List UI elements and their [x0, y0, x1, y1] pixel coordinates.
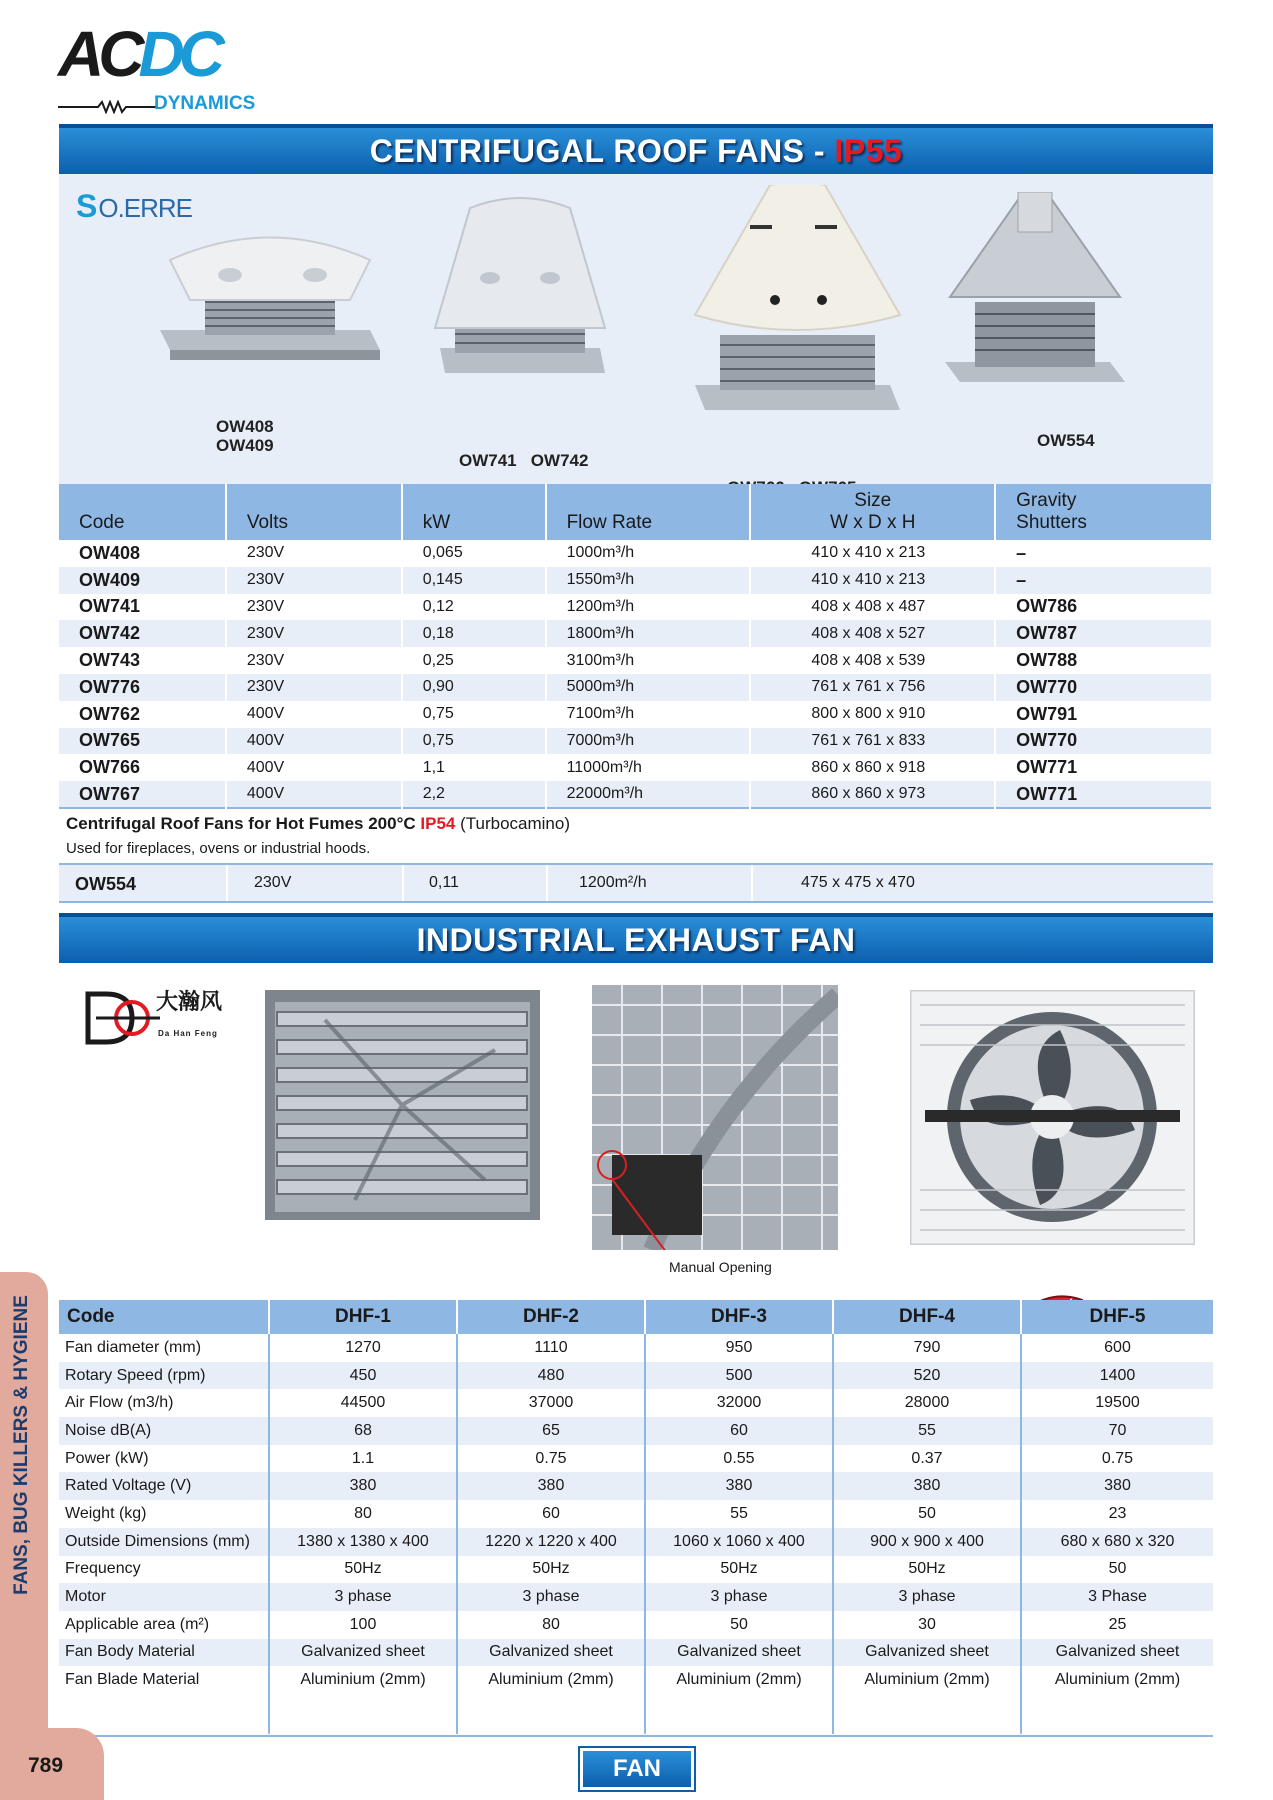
header-gravity: Gravity Shutters — [995, 484, 1212, 540]
logo-subtitle: DYNAMICS — [154, 93, 256, 114]
section-title: INDUSTRIAL EXHAUST FAN — [416, 922, 856, 958]
logo-letters: ACDC — [58, 18, 219, 90]
ow554-size: 475 x 475 x 470 — [801, 874, 915, 891]
page-number: 789 — [28, 1754, 64, 1777]
header-code: Code — [59, 1300, 269, 1334]
table-row: OW742 230V 0,18 1800m³/h 408 x 408 x 527 OW787 — [59, 620, 1212, 647]
header-kw: kW — [402, 484, 546, 540]
table-row: Rotary Speed (rpm) 450 480 500 520 1400 — [59, 1362, 1213, 1390]
table-row-spacer — [59, 1694, 1213, 1734]
table-row: OW741 230V 0,12 1200m³/h 408 x 408 x 487 OW786 — [59, 594, 1212, 621]
ow554-code: OW554 — [75, 874, 137, 894]
oerre-brand-logo: SO.ERRE — [76, 188, 193, 224]
table-row: Noise dB(A) 68 65 60 55 70 — [59, 1417, 1213, 1445]
table-row: OW762 400V 0,75 7100m³/h 800 x 800 x 910 OW791 — [59, 701, 1212, 728]
table-row: Air Flow (m3/h) 44500 37000 32000 28000 19500 — [59, 1389, 1213, 1417]
table-row: OW767 400V 2,2 22000m³/h 860 x 860 x 973 OW771 — [59, 781, 1212, 808]
table-row: Rated Voltage (V) 380 380 380 380 380 — [59, 1472, 1213, 1500]
acdc-logo — [58, 18, 268, 114]
table-row: OW765 400V 0,75 7000m³/h 761 x 761 x 833 OW770 — [59, 728, 1212, 755]
product-label-2: OW741 OW742 — [459, 451, 589, 470]
table-row: Outside Dimensions (mm) 1380 x 1380 x 400 1220 x 1220 x 400 1060 x 1060 x 400 900 x 900 x 400 680 x 680 x 320 — [59, 1528, 1213, 1556]
table-row: Fan Body Material Galvanized sheet Galvanized sheet Galvanized sheet Galvanized sheet Galvanized sheet — [59, 1639, 1213, 1667]
table-row: Fan diameter (mm) 1270 1110 950 790 600 — [59, 1334, 1213, 1362]
ow554-volts: 230V — [254, 874, 292, 891]
header-dhf4: DHF-4 — [833, 1300, 1021, 1334]
side-category-label: FANS, BUG KILLERS & HYGIENE — [11, 1295, 32, 1595]
header-dhf3: DHF-3 — [645, 1300, 833, 1334]
header-volts: Volts — [226, 484, 402, 540]
roof-fan-ow741-image — [430, 188, 610, 388]
section-banner-exhaust-fan — [59, 913, 1213, 963]
roof-fan-ow766-image — [690, 185, 905, 420]
table-row: Fan Blade Material Aluminium (2mm) Aluminium (2mm) Aluminium (2mm) Aluminium (2mm) Aluminium (2mm) — [59, 1666, 1213, 1694]
table-row: OW409 230V 0,145 1550m³/h 410 x 410 x 213 – — [59, 567, 1212, 594]
header-size: Size W x D x H — [750, 484, 995, 540]
dhf-symbol-icon — [84, 990, 164, 1046]
table-row: Frequency 50Hz 50Hz 50Hz 50Hz 50 — [59, 1556, 1213, 1584]
exhaust-fan-table — [59, 1300, 1213, 1734]
header-code: Code — [59, 484, 226, 540]
roof-fans-table — [59, 484, 1213, 809]
exhaust-fan-dhf5-image — [910, 990, 1195, 1245]
footer-fan-tab: FAN — [580, 1748, 694, 1790]
hot-fumes-subtitle: Used for fireplaces, ovens or industrial hoods. — [66, 840, 371, 857]
table-header-row — [59, 1300, 1213, 1334]
table-bottom-rule — [59, 1735, 1213, 1737]
table-row: Applicable area (m²) 100 80 50 30 25 — [59, 1611, 1213, 1639]
table-row: Weight (kg) 80 60 55 50 23 — [59, 1500, 1213, 1528]
header-dhf1: DHF-1 — [269, 1300, 457, 1334]
table-header-row — [59, 484, 1212, 540]
section-title: CENTRIFUGAL ROOF FANS - IP55 — [369, 133, 903, 169]
hot-fumes-title: Centrifugal Roof Fans for Hot Fumes 200°C IP54 (Turbocamino) — [66, 814, 571, 833]
roof-fan-ow408-image — [150, 210, 390, 380]
product-label-1: OW408 OW409 — [216, 417, 274, 455]
product-label-4: OW554 — [1037, 431, 1095, 450]
table-row: OW743 230V 0,25 3100m³/h 408 x 408 x 539 OW788 — [59, 647, 1212, 674]
table-row: Power (kW) 1.1 0.75 0.55 0.37 0.75 — [59, 1445, 1213, 1473]
exhaust-fan-louver-image — [265, 990, 540, 1220]
exhaust-fan-manual-opening-image — [592, 985, 838, 1250]
table-row: OW766 400V 1,1 11000m³/h 860 x 860 x 918 OW771 — [59, 754, 1212, 781]
section-banner-roof-fans — [59, 124, 1213, 174]
logo-wave-icon — [58, 100, 158, 114]
header-dhf2: DHF-2 — [457, 1300, 645, 1334]
table-row: OW408 230V 0,065 1000m³/h 410 x 410 x 213 – — [59, 540, 1212, 567]
dahanfeng-brand-logo: 大瀚风 Da Han Feng — [84, 990, 234, 1050]
header-flow: Flow Rate — [546, 484, 751, 540]
manual-opening-label: Manual Opening — [669, 1259, 772, 1275]
ow554-kw: 0,11 — [429, 874, 459, 891]
roof-fan-ow554-image — [940, 192, 1130, 392]
ow554-flow: 1200m²/h — [579, 874, 647, 891]
header-dhf5: DHF-5 — [1021, 1300, 1213, 1334]
table-row: Motor 3 phase 3 phase 3 phase 3 phase 3 Phase — [59, 1583, 1213, 1611]
ow554-row — [59, 863, 1213, 903]
table-row: OW776 230V 0,90 5000m³/h 761 x 761 x 756 OW770 — [59, 674, 1212, 701]
